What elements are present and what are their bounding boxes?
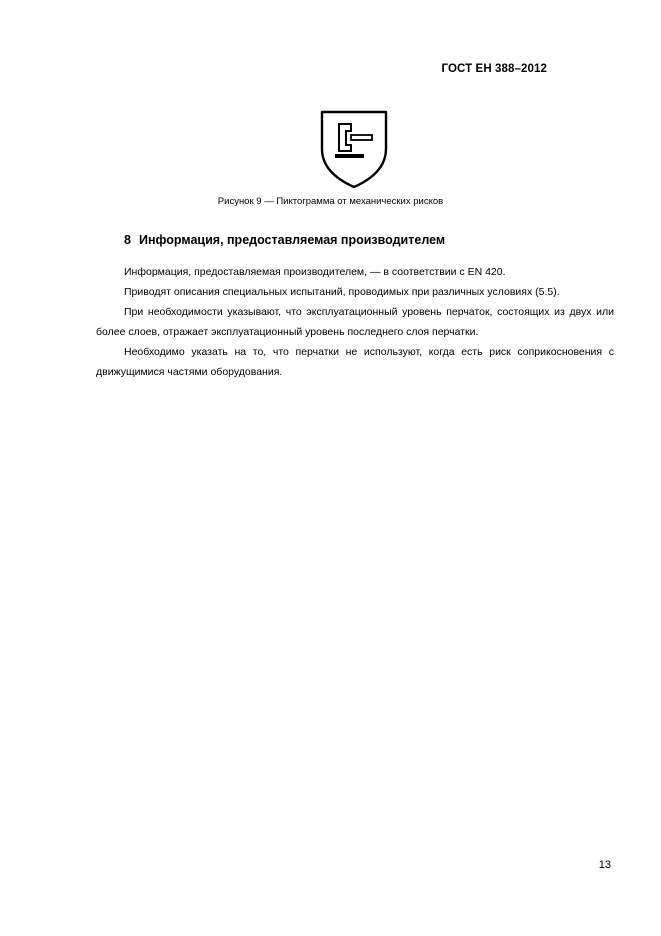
section-heading: [124, 233, 445, 247]
section-body: [96, 262, 614, 382]
page-number: 13: [598, 859, 611, 871]
paragraph: Информация, предоставляемая производителем, — в соответствии с EN 420.: [124, 266, 506, 278]
paragraph: При необходимости указывают, что эксплуатационный уровень перчаток, состоящих из двух или более слоев, отражает эксплуатационный уровень последнего слоя перчатки.: [96, 306, 614, 338]
paragraph: Необходимо указать на то, что перчатки не используют, когда есть риск соприкосновения с движущимися частями оборудования.: [96, 346, 614, 378]
section-number: 8: [124, 233, 131, 247]
section-title: Информация, предоставляемая производителем: [138, 233, 446, 247]
document-id: ГОСТ ЕН 388–2012: [441, 63, 547, 75]
pictogram-figure: [318, 109, 390, 189]
paragraph: Приводят описания специальных испытаний, проводимых при различных условиях (5.5).: [124, 286, 560, 298]
figure-caption: Рисунок 9 — Пиктограмма от механических рисков: [217, 196, 444, 207]
mechanical-risk-shield-icon: [318, 109, 390, 189]
